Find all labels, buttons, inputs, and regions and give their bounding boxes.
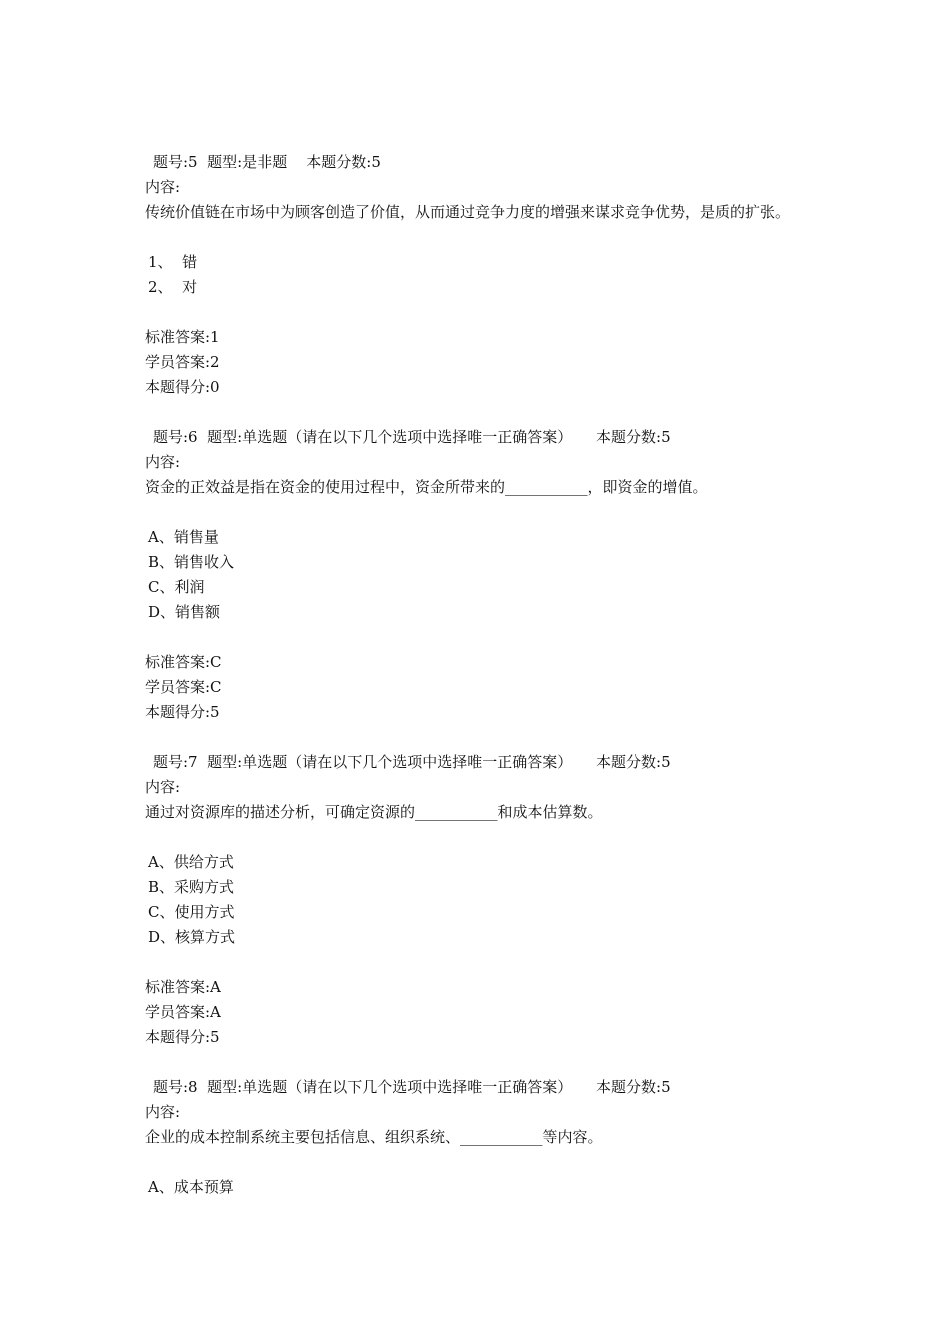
option-c: C、使用方式 [148, 903, 235, 921]
question-text: 资金的正效益是指在资金的使用过程中，资金所带来的___________，即资金的增值。 [145, 478, 708, 496]
option-2: 2、 对 [148, 278, 198, 296]
question-6 [145, 425, 815, 725]
question-score: 本题得分:0 [145, 378, 220, 396]
standard-answer: 标准答案:A [145, 978, 221, 996]
question-header: 题号:8 题型:单选题（请在以下几个选项中选择唯一正确答案） 本题分数:5 [153, 1078, 671, 1096]
student-answer: 学员答案:2 [145, 353, 220, 371]
option-d: D、销售额 [148, 603, 221, 621]
question-text: 通过对资源库的描述分析，可确定资源的___________和成本估算数。 [145, 803, 603, 821]
question-score: 本题得分:5 [145, 703, 220, 721]
content-label: 内容: [145, 778, 181, 796]
option-1: 1、 错 [148, 253, 198, 271]
option-a: A、供给方式 [148, 853, 234, 871]
question-8 [145, 1075, 815, 1200]
content-label: 内容: [145, 1103, 181, 1121]
question-header: 题号:6 题型:单选题（请在以下几个选项中选择唯一正确答案） 本题分数:5 [153, 428, 671, 446]
question-5 [145, 150, 815, 400]
question-header: 题号:7 题型:单选题（请在以下几个选项中选择唯一正确答案） 本题分数:5 [153, 753, 671, 771]
option-c: C、利润 [148, 578, 205, 596]
standard-answer: 标准答案:1 [145, 328, 220, 346]
question-header: 题号:5 题型:是非题 本题分数:5 [153, 153, 381, 171]
option-d: D、核算方式 [148, 928, 236, 946]
question-7 [145, 750, 815, 1050]
option-a: A、成本预算 [148, 1178, 234, 1196]
question-score: 本题得分:5 [145, 1028, 220, 1046]
student-answer: 学员答案:A [145, 1003, 221, 1021]
content-label: 内容: [145, 178, 181, 196]
option-b: B、采购方式 [148, 878, 235, 896]
option-b: B、销售收入 [148, 553, 235, 571]
question-text: 企业的成本控制系统主要包括信息、组织系统、___________等内容。 [145, 1128, 603, 1146]
student-answer: 学员答案:C [145, 678, 222, 696]
option-a: A、销售量 [148, 528, 219, 546]
standard-answer: 标准答案:C [145, 653, 222, 671]
question-text: 传统价值链在市场中为顾客创造了价值，从而通过竞争力度的增强来谋求竞争优势，是质的扩张。 [145, 203, 791, 221]
content-label: 内容: [145, 453, 181, 471]
question-list [145, 150, 815, 1200]
